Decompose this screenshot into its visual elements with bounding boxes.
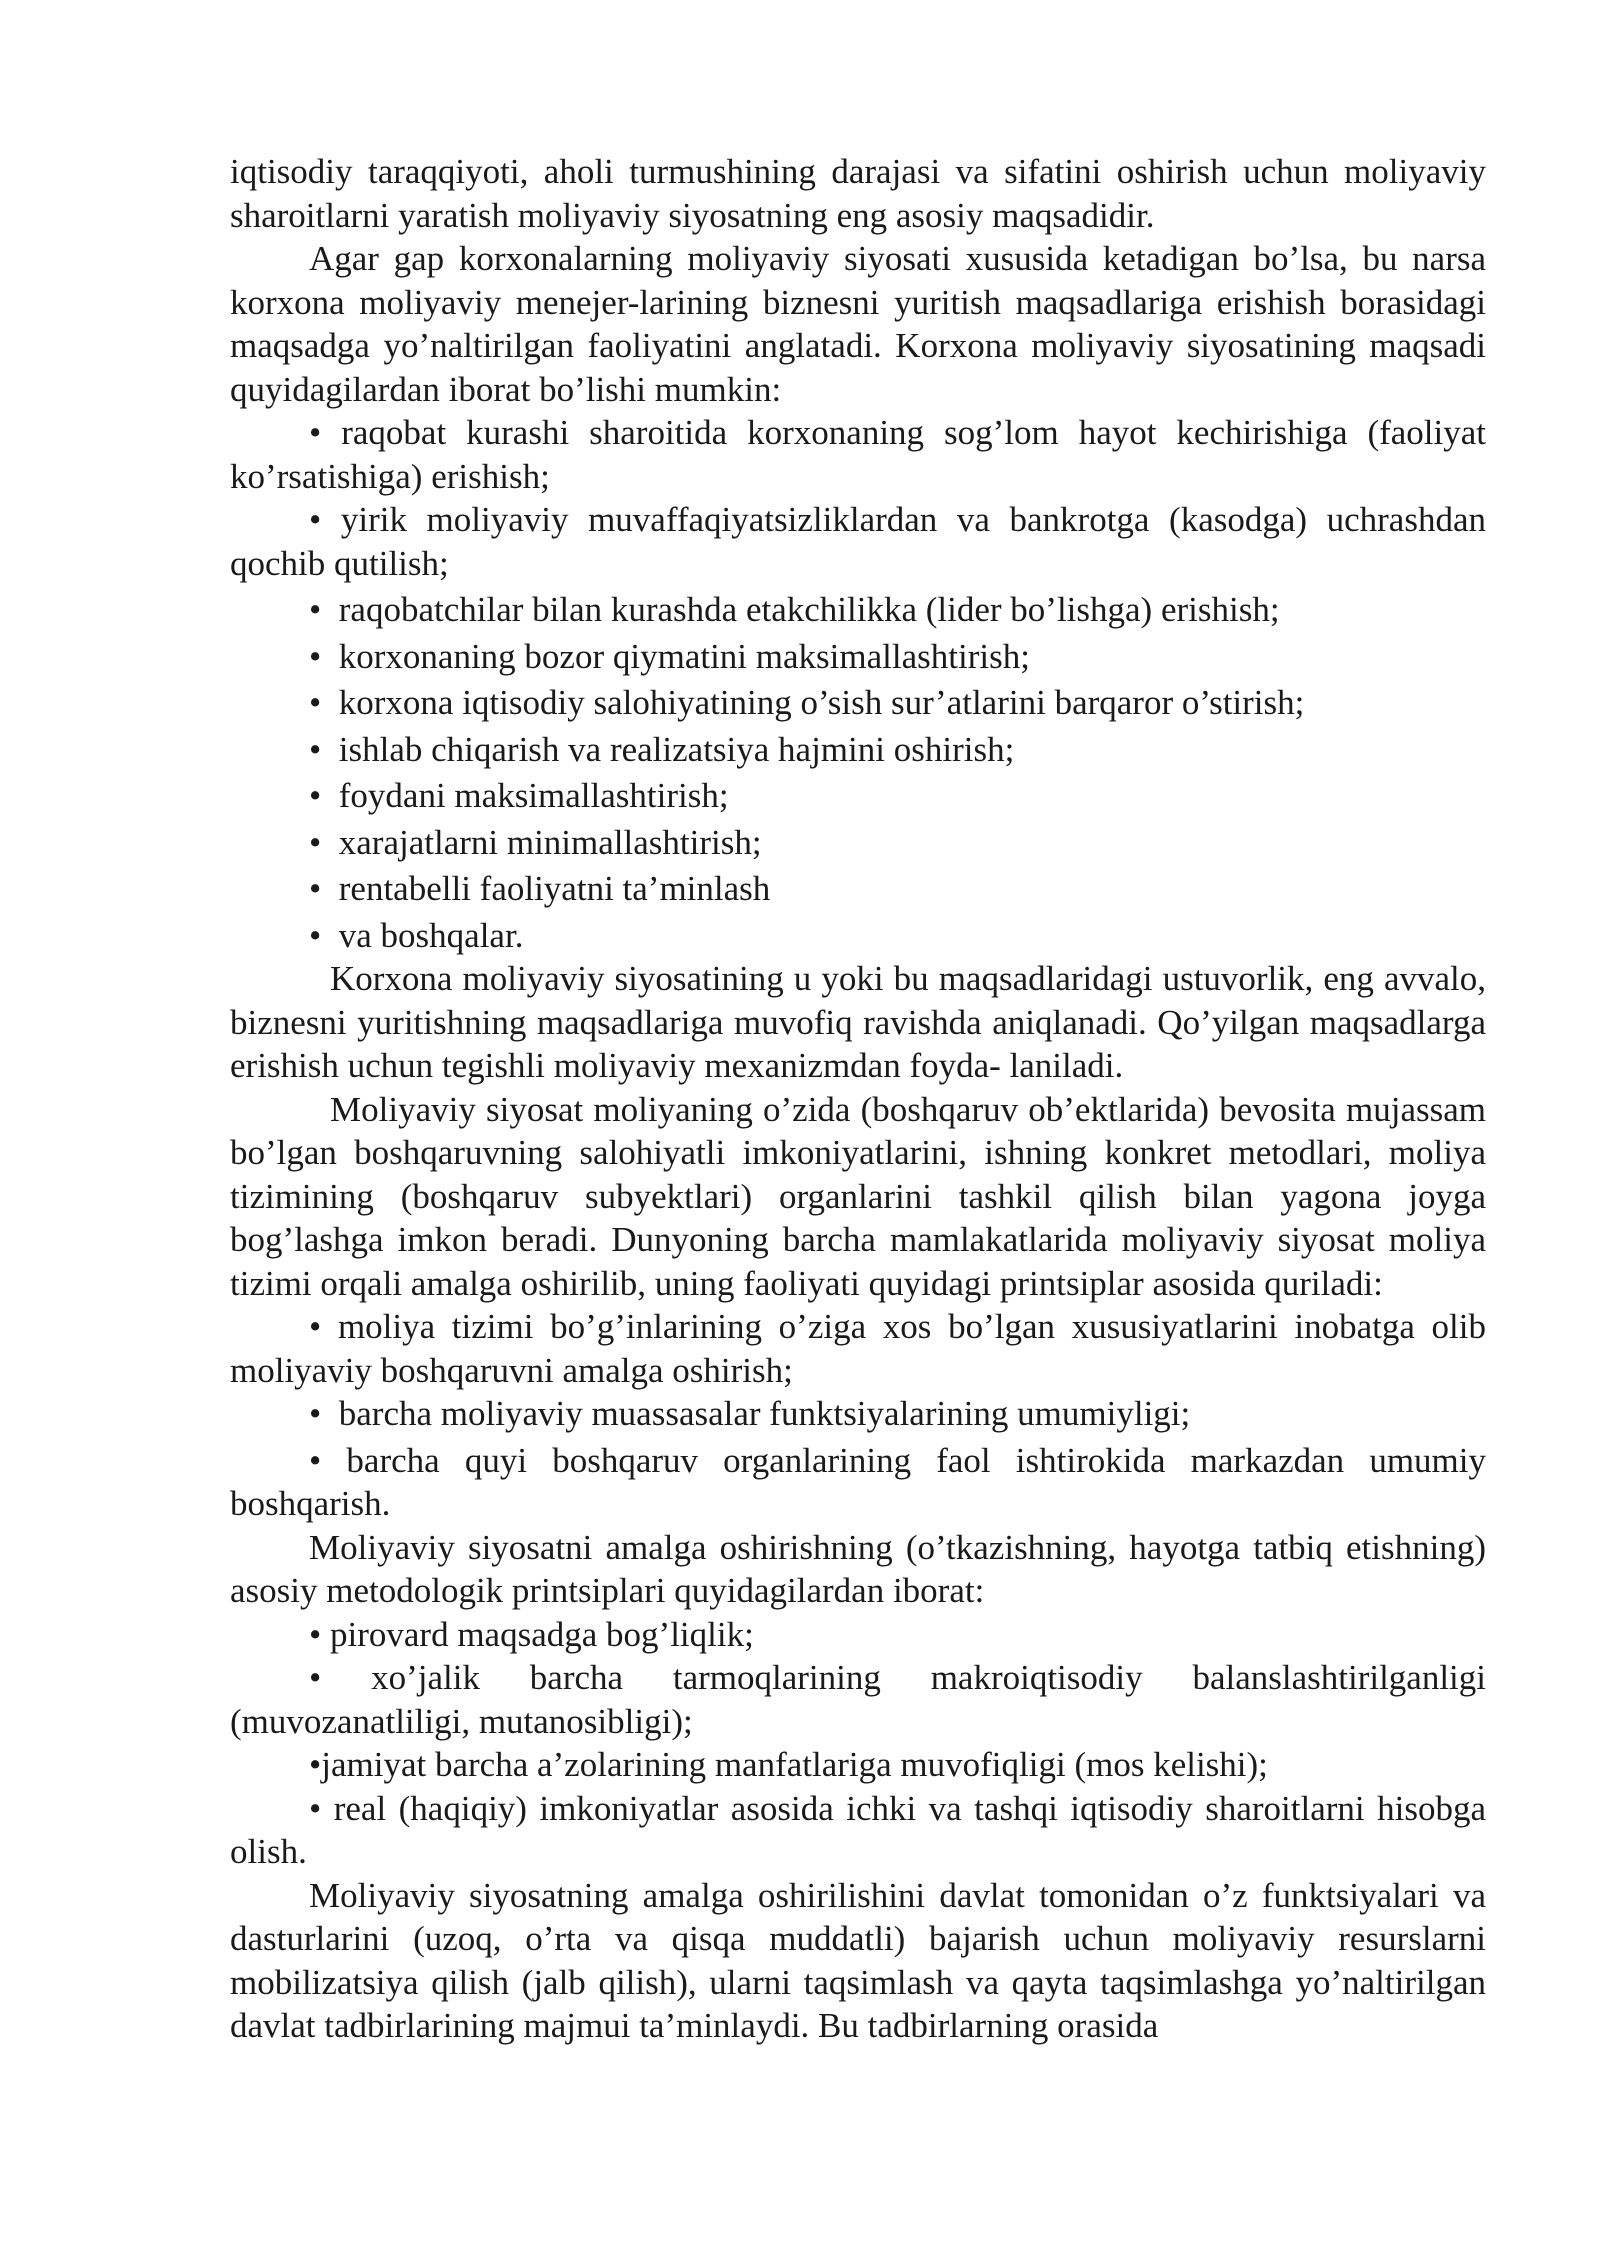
- list-item-text: foydani maksimallashtirish;: [338, 776, 729, 815]
- bullet: •: [309, 1307, 322, 1346]
- list-item: [230, 588, 1486, 632]
- bullet: •: [309, 776, 322, 815]
- paragraph: iqtisodiy taraqqiyoti, aholi turmushining darajasi va sifatini oshirish uchun moliyaviy sharoitlarni yaratish moliyaviy siyosatning eng asosiy maqsadidir.: [230, 152, 1486, 235]
- paragraph: Moliyaviy siyosatning amalga oshirilishini davlat tomonidan o’z funktsiyalari va dasturlarini (uzoq, o’rta va qisqa muddatli) bajarish uchun moliyaviy resurslarni mobilizatsiya qilish (jalb qilish), ularni taqsimlash va qayta taqsimlashga yo’naltirilgan davlat tadbirlarining majmui ta’minlaydi. Bu tadbirlarning orasida: [230, 1875, 1486, 2045]
- list-item: [230, 411, 1486, 498]
- bullet: •: [309, 1788, 322, 1828]
- paragraph: Moliyaviy siyosatni amalga oshirishning (o’tkazishning, hayotga tatbiq etishning) asosiy metodologik printsiplari quyidagilardan iborat:: [230, 1527, 1486, 1610]
- list-item: [230, 1439, 1486, 1526]
- bullet: •: [309, 683, 322, 722]
- list-item-text: moliya tizimi bo’g’inlarining o’ziga xos bo’lgan xususiyatlarini inobatga olib moliyaviy boshqaruvni amalga oshirish;: [230, 1307, 1487, 1390]
- list-item: [230, 1656, 1486, 1743]
- bullet: •: [309, 729, 322, 769]
- list-item-text: xarajatlarni minimallashtirish;: [338, 822, 762, 862]
- list-item: [230, 1392, 1486, 1436]
- list-item-text: xo’jalik barcha tarmoqlarining makroiqtisodiy balanslashtirilganligi (muvozanatliligi, mutanosibligi);: [230, 1658, 1486, 1741]
- list-item: [230, 498, 1486, 585]
- bullet: •: [309, 500, 322, 539]
- list-item: [230, 728, 1486, 772]
- document-page: [230, 150, 1486, 2048]
- list-item: [230, 1613, 1486, 1657]
- bullet: •: [309, 822, 322, 862]
- list-item: [230, 821, 1486, 865]
- list-item: [230, 1787, 1486, 1874]
- list-item: [230, 914, 1486, 958]
- list-item-text: raqobat kurashi sharoitida korxonaning sog’lom hayot kechirishiga (faoliyat ko’rsatishiga) erishish;: [230, 413, 1486, 496]
- list-item-text: yirik moliyaviy muvaffaqiyatsizliklardan va bankrotga (kasodga) uchrashdan qochib qutilish;: [230, 500, 1486, 583]
- paragraph: Korxona moliyaviy siyosatining u yoki bu maqsadlaridagi ustuvorlik, eng avvalo, biznesni yuritishning maqsadlariga muvofiq ravishda aniqlanadi. Qo’yilgan maqsadlarga erishish uchun tegishli moliyaviy mexanizmdan foyda- laniladi.: [230, 959, 1486, 1085]
- list-item-text: barcha moliyaviy muassasalar funktsiyalarining umumiyligi;: [338, 1394, 1191, 1433]
- list-item: [230, 1743, 1486, 1787]
- list-item-text: jamiyat barcha a’zolarining manfatlariga muvofiqligi (mos kelishi);: [321, 1745, 1268, 1784]
- list-item: [230, 867, 1486, 911]
- list-item: [230, 635, 1486, 679]
- list-item: [230, 681, 1486, 725]
- bullet: •: [309, 1614, 322, 1654]
- bullet: •: [309, 1394, 322, 1433]
- bullet: •: [309, 1658, 322, 1697]
- list-item-text: real (haqiqiy) imkoniyatlar asosida ichki va tashqi iqtisodiy sharoitlarni hisobga olish.: [230, 1788, 1486, 1871]
- list-item-text: rentabelli faoliyatni ta’minlash: [338, 869, 771, 908]
- list-item-text: va boshqalar.: [338, 915, 524, 955]
- bullet: •: [309, 1440, 322, 1480]
- list-item-text: raqobatchilar bilan kurashda etakchilikka (lider bo’lishga) erishish;: [338, 590, 1280, 629]
- list-item-text: korxonaning bozor qiymatini maksimallashtirish;: [338, 636, 1030, 676]
- bullet: •: [309, 636, 322, 676]
- bullet: •: [309, 869, 322, 908]
- list-item-text: barcha quyi boshqaruv organlarining faol ishtirokida markazdan umumiy boshqarish.: [230, 1440, 1486, 1523]
- paragraph: Agar gap korxonalarning moliyaviy siyosati xususida ketadigan bo’lsa, bu narsa korxona moliyaviy menejer-larining biznesni yuritish maqsadlariga erishish borasidagi maqsadga yo’naltirilgan faoliyatini anglatadi. Korxona moliyaviy siyosatining maqsadi quyidagilardan iborat bo’lishi mumkin:: [230, 239, 1486, 409]
- list-item-text: pirovard maqsadga bog’liqlik;: [330, 1614, 754, 1654]
- list-item: [230, 1305, 1486, 1392]
- bullet: •: [309, 915, 322, 955]
- list-item-text: korxona iqtisodiy salohiyatining o’sish sur’atlarini barqaror o’stirish;: [338, 683, 1305, 722]
- bullet: •: [309, 413, 322, 452]
- list-item: [230, 774, 1486, 818]
- paragraph: Moliyaviy siyosat moliyaning o’zida (boshqaruv ob’ektlarida) bevosita mujassam bo’lgan boshqaruvning salohiyatli imkoniyatlarini, ishning konkret metodlari, moliya tizimining (boshqaruv subyektlari) organlarini tashkil qilish bilan yagona joyga bog’lashga imkon beradi. Dunyoning barcha mamlakatlarida moliyaviy siyosat moliya tizimi orqali amalga oshirilib, uning faoliyati quyidagi printsiplar asosida quriladi:: [230, 1089, 1486, 1303]
- list-item-text: ishlab chiqarish va realizatsiya hajmini oshirish;: [338, 729, 1015, 769]
- bullet: •: [309, 1745, 322, 1784]
- bullet: •: [309, 590, 322, 629]
